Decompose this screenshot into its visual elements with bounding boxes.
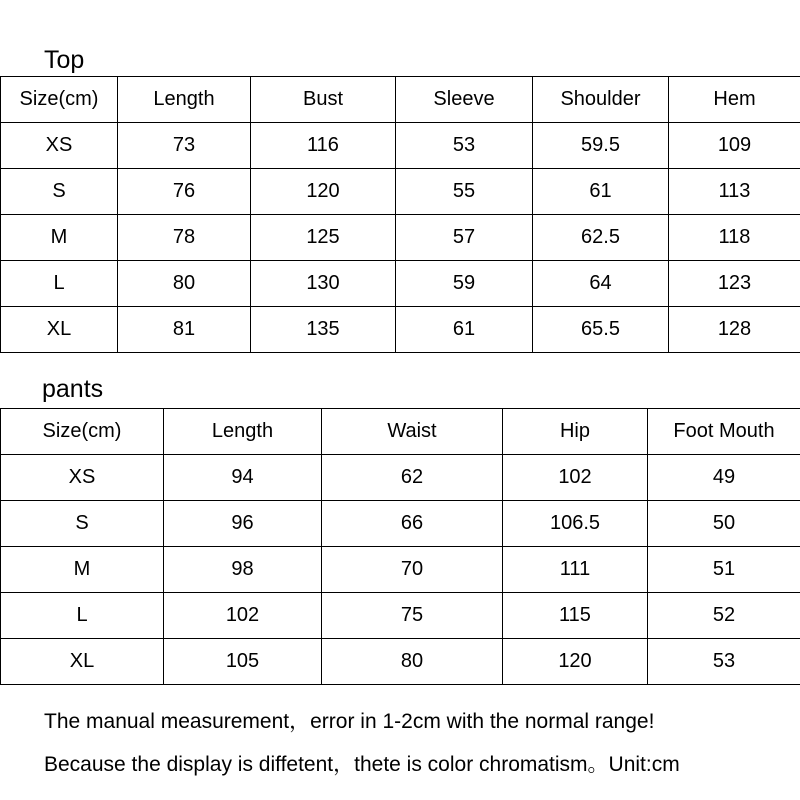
hip-cell: 106.5 <box>503 501 648 547</box>
size-cell: XS <box>1 455 164 501</box>
size-cell: XL <box>1 639 164 685</box>
length-cell: 80 <box>118 261 251 307</box>
hip-cell: 115 <box>503 593 648 639</box>
length-cell: 78 <box>118 215 251 261</box>
shoulder-cell: 62.5 <box>533 215 669 261</box>
length-cell: 81 <box>118 307 251 353</box>
size-cell: XS <box>1 123 118 169</box>
length-cell: 76 <box>118 169 251 215</box>
shoulder-cell: 59.5 <box>533 123 669 169</box>
pants-section-title: pants <box>42 375 104 403</box>
bust-cell: 116 <box>251 123 396 169</box>
foot-mouth-cell: 49 <box>648 455 800 501</box>
column-header-size: Size(cm) <box>1 77 118 123</box>
foot-mouth-cell: 52 <box>648 593 800 639</box>
length-cell: 102 <box>164 593 322 639</box>
waist-cell: 62 <box>322 455 503 501</box>
waist-cell: 80 <box>322 639 503 685</box>
column-header-bust: Bust <box>251 77 396 123</box>
sleeve-cell: 61 <box>396 307 533 353</box>
column-header-waist: Waist <box>322 409 503 455</box>
table-row <box>1 639 800 685</box>
table-row <box>1 547 800 593</box>
size-cell: M <box>1 215 118 261</box>
waist-cell: 75 <box>322 593 503 639</box>
color-unit-note: Because the display is diffetent，thete is color chromatism。Unit:cm <box>44 753 680 776</box>
sleeve-cell: 55 <box>396 169 533 215</box>
length-cell: 73 <box>118 123 251 169</box>
size-cell: L <box>1 593 164 639</box>
hem-cell: 113 <box>669 169 800 215</box>
table-header-row <box>1 409 800 455</box>
shoulder-cell: 64 <box>533 261 669 307</box>
column-header-sleeve: Sleeve <box>396 77 533 123</box>
column-header-shoulder: Shoulder <box>533 77 669 123</box>
pants-size-table <box>0 408 800 685</box>
length-cell: 96 <box>164 501 322 547</box>
table-row <box>1 215 800 261</box>
table-row <box>1 169 800 215</box>
foot-mouth-cell: 53 <box>648 639 800 685</box>
column-header-hip: Hip <box>503 409 648 455</box>
size-cell: S <box>1 169 118 215</box>
hip-cell: 102 <box>503 455 648 501</box>
hem-cell: 123 <box>669 261 800 307</box>
hem-cell: 118 <box>669 215 800 261</box>
size-cell: S <box>1 501 164 547</box>
sleeve-cell: 53 <box>396 123 533 169</box>
column-header-length: Length <box>164 409 322 455</box>
sleeve-cell: 59 <box>396 261 533 307</box>
column-header-hem: Hem <box>669 77 800 123</box>
foot-mouth-cell: 50 <box>648 501 800 547</box>
table-row <box>1 123 800 169</box>
table-row <box>1 455 800 501</box>
shoulder-cell: 65.5 <box>533 307 669 353</box>
hip-cell: 111 <box>503 547 648 593</box>
table-row <box>1 261 800 307</box>
measurement-note: The manual measurement，error in 1-2cm with the normal range! <box>44 710 655 733</box>
table-row <box>1 501 800 547</box>
bust-cell: 120 <box>251 169 396 215</box>
column-header-length: Length <box>118 77 251 123</box>
foot-mouth-cell: 51 <box>648 547 800 593</box>
hip-cell: 120 <box>503 639 648 685</box>
table-row <box>1 307 800 353</box>
table-header-row <box>1 77 800 123</box>
size-cell: M <box>1 547 164 593</box>
hem-cell: 128 <box>669 307 800 353</box>
size-cell: L <box>1 261 118 307</box>
table-row <box>1 593 800 639</box>
sleeve-cell: 57 <box>396 215 533 261</box>
length-cell: 105 <box>164 639 322 685</box>
bust-cell: 130 <box>251 261 396 307</box>
waist-cell: 70 <box>322 547 503 593</box>
column-header-size: Size(cm) <box>1 409 164 455</box>
column-header-foot-mouth: Foot Mouth <box>648 409 800 455</box>
waist-cell: 66 <box>322 501 503 547</box>
hem-cell: 109 <box>669 123 800 169</box>
length-cell: 94 <box>164 455 322 501</box>
top-section-title: Top <box>44 46 85 74</box>
size-cell: XL <box>1 307 118 353</box>
shoulder-cell: 61 <box>533 169 669 215</box>
bust-cell: 125 <box>251 215 396 261</box>
top-size-table <box>0 76 800 353</box>
bust-cell: 135 <box>251 307 396 353</box>
length-cell: 98 <box>164 547 322 593</box>
